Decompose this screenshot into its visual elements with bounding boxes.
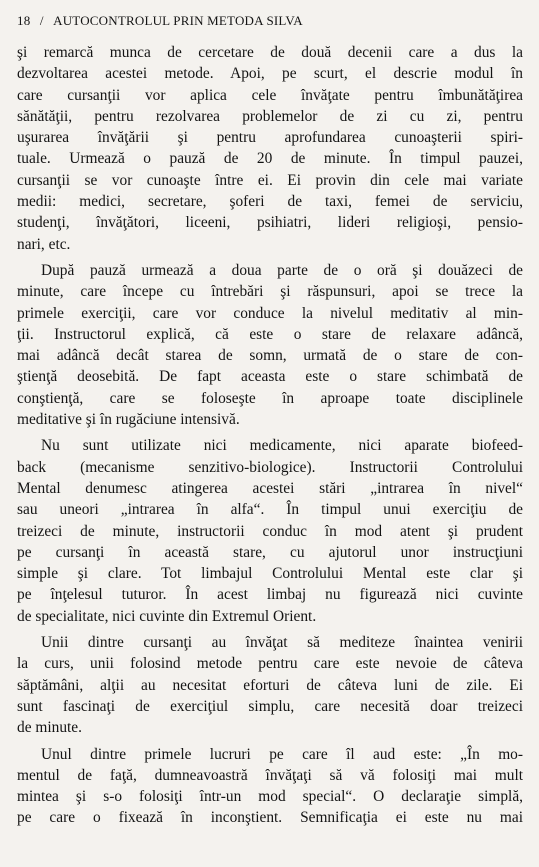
text-line: simple şi clare. Tot limbajul Controlului Mental este clar şi <box>17 565 523 583</box>
body-text <box>17 42 523 829</box>
text-line: pe înţelesul tuturor. În acest limbaj nu figurează nici cuvinte <box>17 586 523 604</box>
text-line: Mental denumesc atingerea acestei stări „intrarea în nivel“ <box>17 479 523 497</box>
text-line: treizeci de minute, instructorii conduc în mod atent şi prudent <box>17 522 523 540</box>
text-line: minute, care începe cu întrebări şi răspunsuri, apoi se trece la <box>17 283 523 301</box>
text-line: şi remarcă munca de cercetare de două decenii care a dus la <box>17 44 523 61</box>
text-line: conştienţă, care se foloseşte în aproape toate disciplinele <box>17 389 523 407</box>
text-line: la curs, unii folosind metode pentru care este nevoie de câteva <box>17 655 523 673</box>
paragraph <box>17 435 523 627</box>
text-line: de specialitate, nici cuvinte din Extremul Orient. <box>17 607 317 625</box>
text-line: ţii. Instructorul explică, că este o stare de relaxare adâncă, <box>17 325 523 343</box>
running-header <box>17 13 523 29</box>
text-line: care cursanţii vor aplica cele învăţate pentru îmbunătăţirea <box>17 86 523 104</box>
text-line: sau uneori „intrarea în alfa“. În timpul unui exerciţiu de <box>17 501 523 519</box>
text-line: pe cursanţi în această stare, cu ajutorul unor instrucţiuni <box>17 543 523 561</box>
header-separator: / <box>39 13 44 28</box>
text-line: sunt fascinaţi de exerciţiul simplu, care necesită doar treizeci <box>17 697 523 715</box>
text-line: săptămâni, alţii au necesitat eforturi de câteva luni de zile. Ei <box>17 676 523 694</box>
text-line: studenţi, învăţători, liceeni, psihiatri, lideri religioşi, pensio- <box>17 214 523 232</box>
text-line: de minute. <box>17 719 82 737</box>
text-line: sănătăţii, pentru rezolvarea problemelor de zi cu zi, pentru <box>17 107 523 125</box>
text-line: Unii dintre cursanţi au învăţat să mediteze înaintea venirii <box>41 634 523 652</box>
text-line: cursanţii se vor cunoaşte între ei. Ei provin din cele mai variate <box>17 171 523 189</box>
paragraph <box>17 744 523 829</box>
page-number: 18 <box>17 13 31 28</box>
text-line: nari, etc. <box>17 235 71 253</box>
text-line: După pauză urmează a doua parte de o oră şi douăzeci de <box>41 261 523 279</box>
text-line: Unul dintre primele lucruri pe care îl aud este: „În mo- <box>41 745 523 763</box>
text-line: mentul de faţă, dumneavoastră învăţaţi să vă folosiţi mai mult <box>17 766 523 784</box>
text-line: pe care o fixează în inconştient. Semnificaţia ei este nu mai <box>17 809 523 827</box>
text-line: primele exerciţii, care vor conduce la nivelul meditativ al min- <box>17 304 523 322</box>
text-line: Nu sunt utilizate nici medicamente, nici aparate biofeed- <box>41 437 523 455</box>
text-line: meditative şi în rugăciune intensivă. <box>17 411 240 429</box>
text-line: medii: medici, secretare, şoferi de taxi, femei de serviciu, <box>17 193 523 211</box>
paragraph <box>17 260 523 430</box>
paragraph <box>17 632 523 738</box>
text-line: mai adâncă decât starea de somn, urmată de o stare de con- <box>17 347 523 365</box>
text-line: mintea şi s-o folosiţi într-un mod special“. O declaraţie simplă, <box>17 788 523 806</box>
text-line: ştienţă deosebită. De fapt aceasta este o stare schimbată de <box>17 368 523 386</box>
running-title: AUTOCONTROLUL PRIN METODA SILVA <box>53 13 303 28</box>
text-line: uşurarea învăţării şi pentru aprofundarea cunoaşterii spiri- <box>17 129 523 147</box>
text-line: back (mecanisme senzitivo-biologice). Instructorii Controlului <box>17 458 523 476</box>
paragraph <box>17 42 523 255</box>
text-line: tuale. Urmează o pauză de 20 de minute. În timpul pauzei, <box>17 150 523 168</box>
text-line: dezvoltarea acestei metode. Apoi, pe scurt, el descrie modul în <box>17 65 523 83</box>
